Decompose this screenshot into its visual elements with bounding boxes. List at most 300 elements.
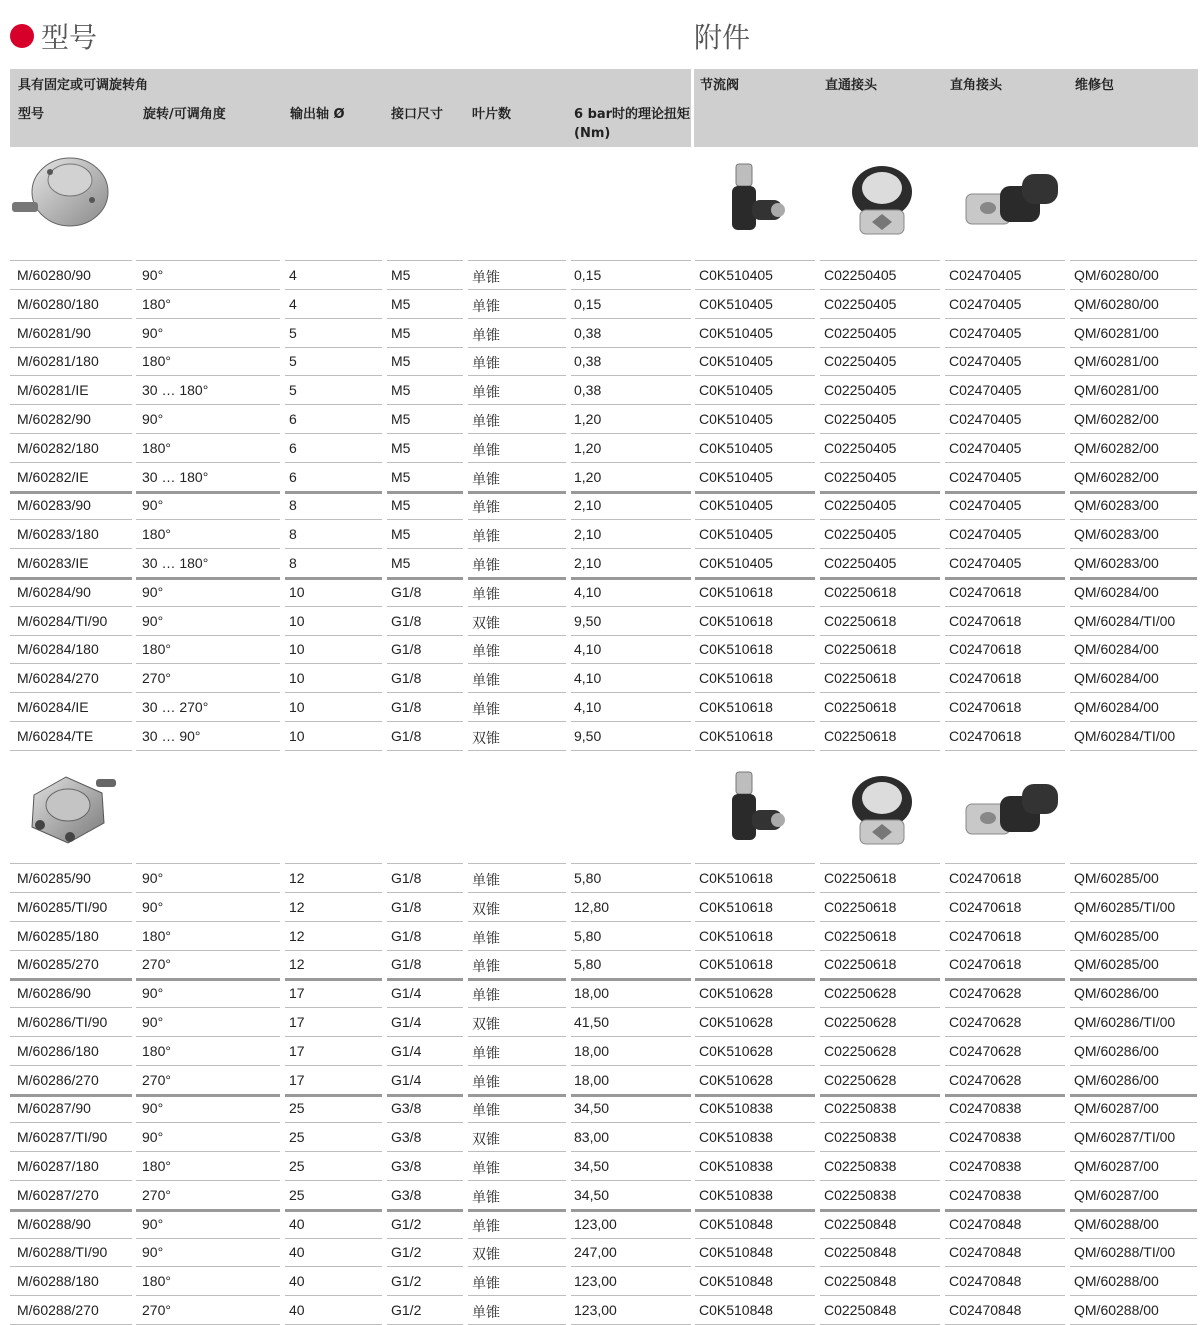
row-divider [387,635,463,636]
row-divider [136,289,280,290]
cell-shaft: 40 [289,1244,305,1261]
elbow-connector-image [960,168,1064,234]
cell-model: M/60285/TI/90 [17,898,108,915]
row-divider [695,577,815,580]
row-divider [695,289,815,290]
row-divider [285,347,382,348]
row-divider [285,1007,382,1008]
row-divider [387,1295,463,1296]
cell-model: M/60284/90 [17,583,91,600]
cell-port: G1/4 [391,985,422,1002]
cell-angle: 30 … 180° [142,555,209,571]
row-divider [136,1036,280,1037]
row-divider [285,1295,382,1296]
header-col-model: 型号 [18,107,45,122]
cell-straight-connector: C02250618 [824,870,897,886]
cell-straight-connector: C02250628 [824,1071,897,1088]
cell-port: G3/8 [391,1100,422,1117]
cell-throttle-valve: C0K510838 [699,1129,773,1146]
cell-shaft: 25 [289,1186,305,1203]
cell-shaft: 25 [289,1158,305,1174]
row-divider [136,375,280,376]
row-divider [387,1266,463,1267]
row-divider [136,1180,280,1181]
row-divider [695,1007,815,1008]
cell-port: G1/8 [391,641,422,658]
cell-throttle-valve: C0K510405 [699,353,773,370]
header-col-shaft: 输出轴 Ø [290,107,345,122]
cell-throttle-valve: C0K510405 [699,555,773,571]
row-divider [468,491,566,494]
cell-vanes: 双锥 [472,614,500,631]
row-divider [285,692,382,693]
cell-angle: 180° [142,353,171,370]
row-divider [387,663,463,664]
row-divider [10,1036,132,1037]
row-divider [820,519,940,520]
row-divider [695,1036,815,1037]
cell-vanes: 单锥 [472,1073,500,1090]
cell-elbow-connector: C02470618 [949,898,1022,915]
header-col-elbow: 直角接头 [950,78,1003,93]
cell-elbow-connector: C02470405 [949,468,1022,485]
cell-model: M/60281/90 [17,324,91,341]
cell-port: G1/8 [391,956,422,973]
row-divider [468,519,566,520]
cell-torque: 2,10 [574,497,602,514]
cell-straight-connector: C02250618 [824,898,897,915]
row-divider [945,491,1065,494]
cell-repair-kit: QM/60285/TI/00 [1074,898,1176,915]
row-divider [945,950,1065,951]
row-divider [136,635,280,636]
row-divider [1070,863,1197,864]
row-divider [468,577,566,580]
cell-elbow-connector: C02470405 [949,295,1022,312]
row-divider [10,347,132,348]
row-divider [285,260,382,261]
row-divider [571,692,691,693]
row-divider [387,1238,463,1239]
cell-model: M/60286/180 [17,1042,99,1059]
cell-angle: 180° [142,439,171,456]
cell-repair-kit: QM/60284/TI/00 [1074,612,1176,629]
cell-elbow-connector: C02470618 [949,612,1022,629]
row-divider [468,1094,566,1097]
cell-shaft: 10 [289,612,305,629]
cell-angle: 270° [142,956,171,973]
row-divider [10,635,132,636]
row-divider [571,606,691,607]
cell-torque: 18,00 [574,1042,610,1059]
cell-shaft: 25 [289,1100,305,1117]
row-divider [387,1151,463,1152]
rotary-actuator-image [10,150,110,240]
row-divider [136,462,280,463]
row-divider [285,1209,382,1212]
row-divider [285,404,382,405]
row-divider [387,1122,463,1123]
row-divider [1070,1065,1197,1066]
cell-angle: 90° [142,1244,164,1261]
cell-elbow-connector: C02470628 [949,1042,1022,1059]
cell-model: M/60285/90 [17,870,91,886]
cell-torque: 1,20 [574,439,602,456]
cell-model: M/60288/180 [17,1273,99,1290]
cell-torque: 41,50 [574,1014,610,1030]
row-divider [945,978,1065,981]
cell-torque: 2,10 [574,555,602,571]
row-divider [1070,318,1197,319]
row-divider [136,404,280,405]
row-divider [695,863,815,864]
row-divider [136,347,280,348]
row-divider [571,318,691,319]
cell-port: G1/8 [391,670,422,687]
row-divider [1070,1266,1197,1267]
cell-angle: 90° [142,1129,164,1146]
row-divider [1070,548,1197,549]
cell-vanes: 单锥 [472,872,500,888]
cell-throttle-valve: C0K510405 [699,411,773,427]
cell-port: G1/4 [391,1042,422,1059]
cell-elbow-connector: C02470628 [949,1071,1022,1088]
cell-throttle-valve: C0K510848 [699,1244,773,1261]
row-divider [387,1065,463,1066]
cell-repair-kit: QM/60284/00 [1074,670,1159,687]
row-divider [10,577,132,580]
cell-port: G3/8 [391,1129,422,1146]
cell-elbow-connector: C02470848 [949,1302,1022,1318]
row-divider [945,750,1065,751]
cell-elbow-connector: C02470405 [949,555,1022,571]
row-divider [285,375,382,376]
row-divider [945,721,1065,722]
row-divider [820,1065,940,1066]
row-divider [820,663,940,664]
cell-vanes: 单锥 [472,1217,500,1234]
row-divider [285,1122,382,1123]
row-divider [571,663,691,664]
row-divider [1070,1209,1197,1212]
cell-throttle-valve: C0K510838 [699,1100,773,1117]
cell-port: G1/2 [391,1244,422,1261]
cell-shaft: 17 [289,1042,305,1059]
cell-straight-connector: C02250618 [824,956,897,973]
cell-elbow-connector: C02470628 [949,1014,1022,1030]
row-divider [285,577,382,580]
row-divider [820,1295,940,1296]
cell-torque: 0,38 [574,353,602,370]
row-divider [285,663,382,664]
row-divider [136,863,280,864]
row-divider [1070,692,1197,693]
row-divider [695,1151,815,1152]
cell-model: M/60284/180 [17,641,99,658]
cell-angle: 180° [142,1042,171,1059]
cell-repair-kit: QM/60282/00 [1074,468,1159,485]
cell-vanes: 单锥 [472,297,500,314]
cell-repair-kit: QM/60286/TI/00 [1074,1014,1176,1030]
cell-straight-connector: C02250838 [824,1129,897,1146]
row-divider [136,950,280,951]
row-divider [10,404,132,405]
cell-throttle-valve: C0K510838 [699,1186,773,1203]
cell-port: M5 [391,439,411,456]
cell-throttle-valve: C0K510618 [699,612,773,629]
elbow-connector-image-2 [960,778,1064,844]
straight-connector-image-2 [842,770,922,850]
row-divider [285,1036,382,1037]
cell-straight-connector: C02250848 [824,1273,897,1290]
row-divider [387,892,463,893]
row-divider [387,375,463,376]
cell-throttle-valve: C0K510838 [699,1158,773,1174]
row-divider [285,892,382,893]
cell-repair-kit: QM/60286/00 [1074,1042,1159,1059]
cell-model: M/60288/270 [17,1302,99,1318]
cell-model: M/60286/TI/90 [17,1014,108,1030]
row-divider [945,433,1065,434]
cell-repair-kit: QM/60286/00 [1074,985,1159,1002]
cell-vanes: 单锥 [472,585,500,602]
row-divider [571,750,691,751]
cell-shaft: 12 [289,956,305,973]
cell-angle: 30 … 270° [142,699,209,715]
row-divider [945,1295,1065,1296]
cell-shaft: 40 [289,1273,305,1290]
cell-vanes: 单锥 [472,1275,500,1292]
cell-straight-connector: C02250628 [824,1014,897,1030]
cell-straight-connector: C02250405 [824,353,897,370]
cell-angle: 90° [142,267,164,283]
row-divider [571,548,691,549]
cell-torque: 4,10 [574,699,602,715]
row-divider [571,921,691,922]
cell-model: M/60282/180 [17,439,99,456]
row-divider [820,692,940,693]
cell-torque: 18,00 [574,985,610,1002]
row-divider [10,863,132,864]
row-divider [571,433,691,434]
row-divider [10,1151,132,1152]
cell-repair-kit: QM/60287/00 [1074,1158,1159,1174]
straight-connector-image [842,160,922,240]
cell-repair-kit: QM/60284/00 [1074,583,1159,600]
cell-torque: 5,80 [574,956,602,973]
row-divider [820,950,940,951]
row-divider [468,921,566,922]
row-divider [1070,577,1197,580]
row-divider [571,635,691,636]
cell-shaft: 8 [289,526,297,543]
row-divider [285,1266,382,1267]
row-divider [1070,892,1197,893]
header-col-port: 接口尺寸 [391,107,444,122]
row-divider [695,721,815,722]
header-col-torque: 6 bar时的理论扭矩 [574,107,691,122]
cell-elbow-connector: C02470405 [949,324,1022,341]
cell-angle: 90° [142,411,164,427]
cell-port: G3/8 [391,1158,422,1174]
row-divider [387,260,463,261]
cell-vanes: 单锥 [472,557,500,573]
cell-throttle-valve: C0K510618 [699,641,773,658]
row-divider [387,1180,463,1181]
cell-torque: 34,50 [574,1186,610,1203]
cell-elbow-connector: C02470405 [949,439,1022,456]
row-divider [695,950,815,951]
product-image-band-1 [0,150,1200,260]
row-divider [1070,1180,1197,1181]
cell-port: M5 [391,267,411,283]
row-divider [695,663,815,664]
cell-vanes: 双锥 [472,1246,500,1263]
row-divider [468,892,566,893]
row-divider [945,635,1065,636]
row-divider [1070,721,1197,722]
cell-model: M/60287/180 [17,1158,99,1174]
cell-shaft: 10 [289,699,305,715]
row-divider [1070,1238,1197,1239]
row-divider [10,491,132,494]
cell-vanes: 单锥 [472,355,500,372]
cell-port: M5 [391,324,411,341]
row-divider [1070,606,1197,607]
cell-shaft: 8 [289,555,297,571]
section-title-accessories: 附件 [694,21,751,54]
row-divider [285,1094,382,1097]
cell-repair-kit: QM/60284/00 [1074,641,1159,658]
row-divider [10,1094,132,1097]
row-divider [695,921,815,922]
row-divider [571,404,691,405]
row-divider [695,404,815,405]
cell-model: M/60284/IE [17,699,89,715]
cell-straight-connector: C02250405 [824,267,897,283]
cell-angle: 90° [142,1215,164,1232]
row-divider [136,260,280,261]
row-divider [285,289,382,290]
row-divider [695,347,815,348]
row-divider [468,721,566,722]
row-divider [571,1180,691,1181]
cell-angle: 270° [142,670,171,687]
header-col-vanes: 叶片数 [472,107,512,122]
cell-throttle-valve: C0K510618 [699,727,773,744]
row-divider [820,548,940,549]
cell-port: G1/2 [391,1273,422,1290]
cell-vanes: 双锥 [472,1016,500,1032]
row-divider [1070,950,1197,951]
cell-torque: 123,00 [574,1215,617,1232]
cell-repair-kit: QM/60288/TI/00 [1074,1244,1176,1261]
cell-throttle-valve: C0K510618 [699,670,773,687]
cell-shaft: 10 [289,727,305,744]
cell-vanes: 双锥 [472,729,500,746]
cell-model: M/60284/270 [17,670,99,687]
row-divider [468,318,566,319]
row-divider [1070,1122,1197,1123]
cell-straight-connector: C02250405 [824,324,897,341]
row-divider [468,462,566,463]
row-divider [1070,1151,1197,1152]
cell-shaft: 25 [289,1129,305,1146]
cell-vanes: 单锥 [472,643,500,660]
cell-repair-kit: QM/60281/00 [1074,382,1159,399]
cell-throttle-valve: C0K510618 [699,699,773,715]
row-divider [695,318,815,319]
row-divider [285,750,382,751]
cell-port: M5 [391,411,411,427]
row-divider [136,1007,280,1008]
cell-angle: 180° [142,641,171,658]
cell-elbow-connector: C02470838 [949,1158,1022,1174]
cell-shaft: 6 [289,468,297,485]
row-divider [136,577,280,580]
row-divider [945,260,1065,261]
row-divider [136,1065,280,1066]
row-divider [387,978,463,981]
row-divider [695,519,815,520]
row-divider [820,1007,940,1008]
cell-model: M/60283/IE [17,555,89,571]
row-divider [468,1209,566,1212]
cell-angle: 270° [142,1071,171,1088]
cell-vanes: 单锥 [472,1102,500,1119]
cell-shaft: 12 [289,870,305,886]
cell-straight-connector: C02250405 [824,295,897,312]
cell-vanes: 单锥 [472,1160,500,1176]
cell-angle: 90° [142,1100,164,1117]
row-divider [285,606,382,607]
row-divider [136,318,280,319]
row-divider [820,721,940,722]
cell-straight-connector: C02250618 [824,699,897,715]
row-divider [945,1266,1065,1267]
row-divider [571,462,691,463]
row-divider [1070,1295,1197,1296]
table-header-accessories [694,69,1198,147]
cell-shaft: 4 [289,267,297,283]
row-divider [1070,289,1197,290]
row-divider [10,433,132,434]
row-divider [136,491,280,494]
cell-shaft: 17 [289,1014,305,1030]
row-divider [695,978,815,981]
header-col-straight: 直通接头 [825,78,878,93]
cell-model: M/60286/270 [17,1071,99,1088]
row-divider [820,892,940,893]
row-divider [285,921,382,922]
row-divider [571,1065,691,1066]
cell-angle: 90° [142,497,164,514]
row-divider [10,260,132,261]
row-divider [387,433,463,434]
row-divider [468,1007,566,1008]
cell-elbow-connector: C02470628 [949,985,1022,1002]
cell-torque: 123,00 [574,1302,617,1318]
cell-shaft: 17 [289,1071,305,1088]
cell-angle: 30 … 90° [142,727,201,744]
title-row [0,0,1200,66]
cell-port: G3/8 [391,1186,422,1203]
row-divider [136,750,280,751]
row-divider [136,519,280,520]
row-divider [820,606,940,607]
row-divider [945,1094,1065,1097]
cell-angle: 90° [142,612,164,629]
